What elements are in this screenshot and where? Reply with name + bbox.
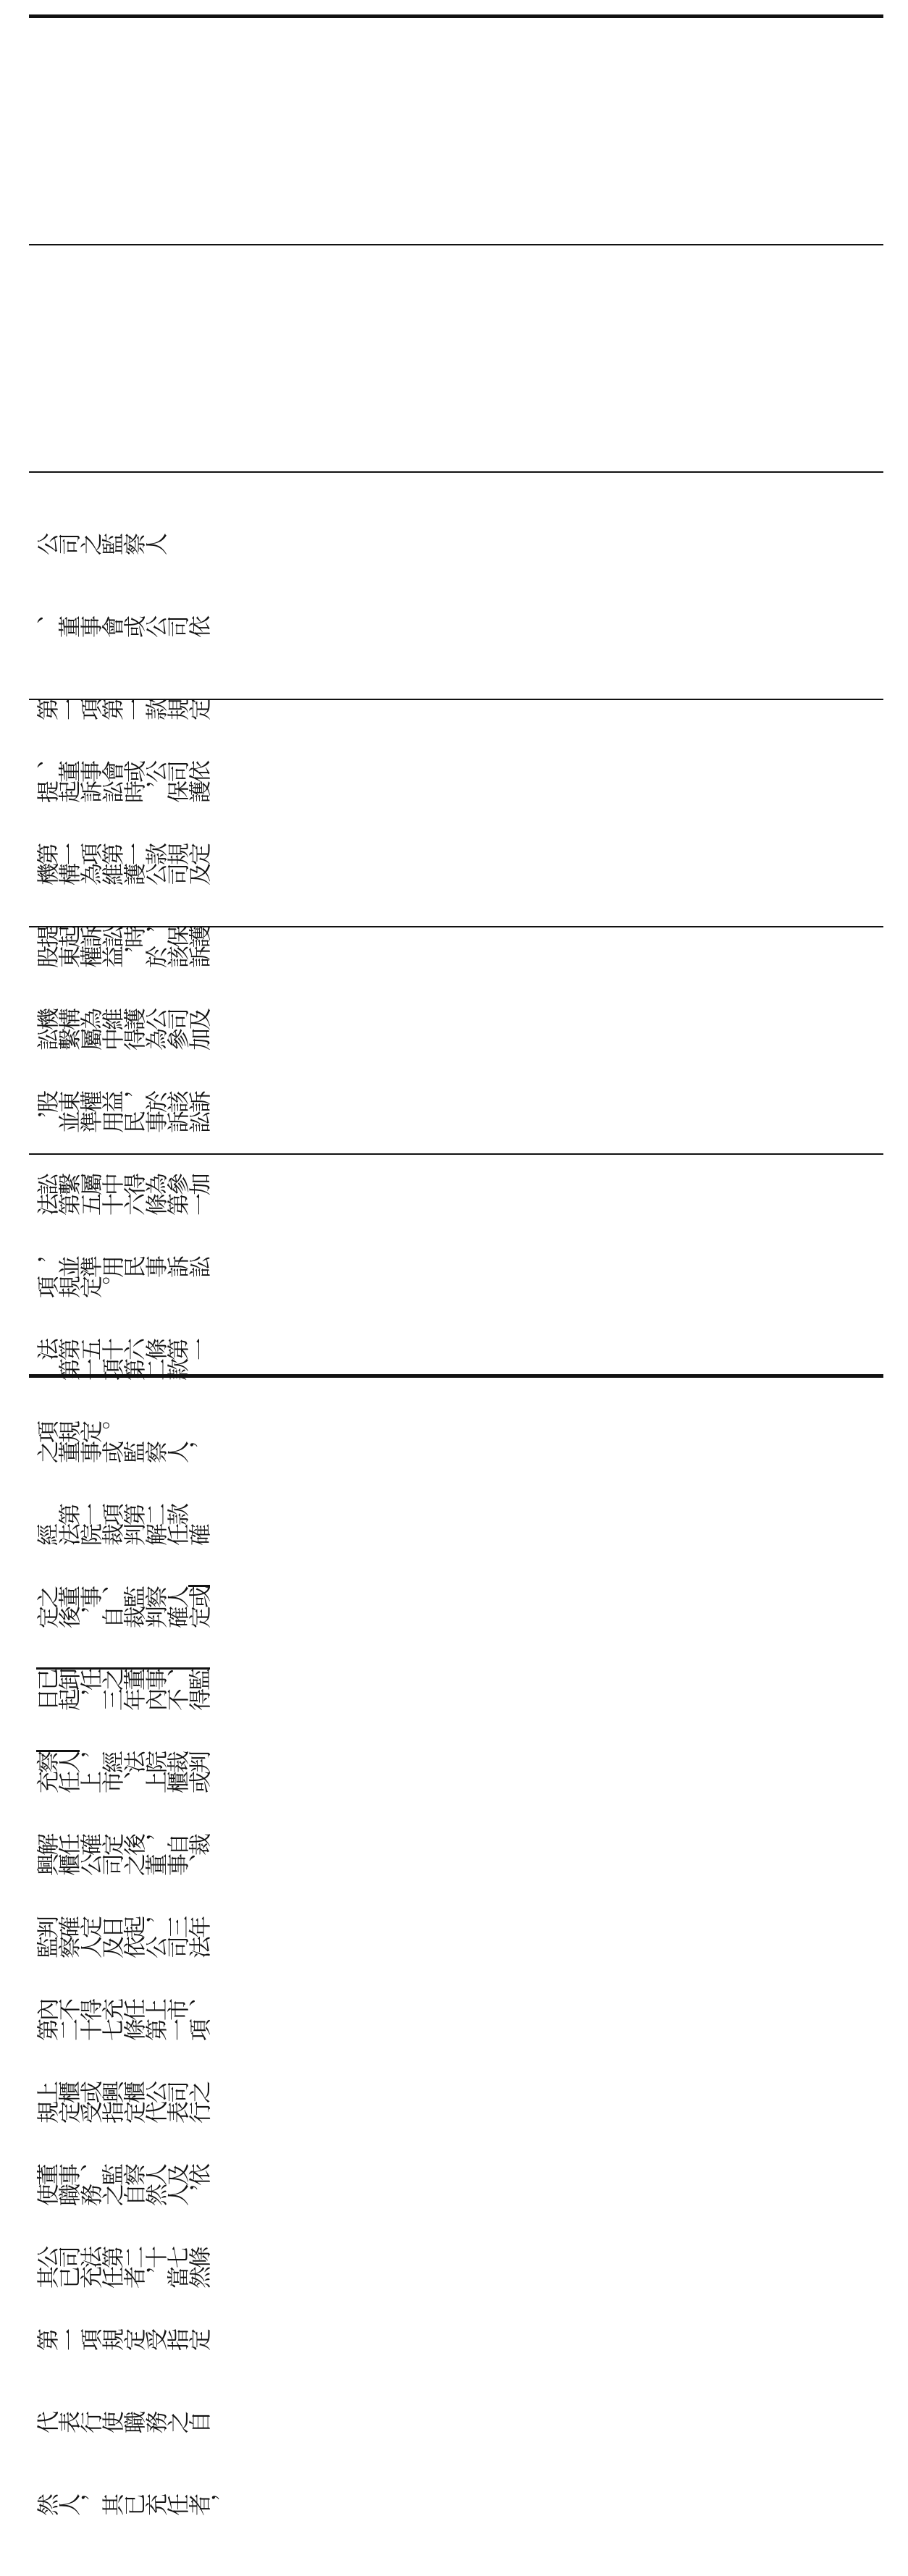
amendment-underline: 察人 (36, 1751, 80, 1777)
text-line: 第一項規定受指定 (36, 2329, 210, 2355)
text-line (36, 1668, 876, 1696)
text-line: ，並準用民事訴訟 (36, 1111, 210, 1137)
text-line: 提起訴訟時，保護 (36, 926, 210, 952)
text-line: 項規定。 (36, 1276, 123, 1302)
text-line: 然人，其已充任者， (36, 2494, 232, 2520)
text-line: 充任上市、上櫃或 (36, 1772, 210, 1798)
text-line: 法第五十六條第一 (36, 1339, 210, 1365)
text-line: 內不得充任上市、 (36, 1999, 210, 2025)
text-line: 第二十七條第一項 (36, 2019, 210, 2045)
table-rule (29, 244, 883, 245)
text-line: 代表行使職務之自 (36, 2412, 210, 2438)
text-line: 之董事、監察人或 (36, 1586, 210, 1612)
text-line: 第一項第二款 (36, 1359, 188, 1385)
text-line: 股東權益，於該訴 (36, 1091, 210, 1117)
text-line: 、董事會或公司依 (36, 616, 210, 642)
text-line: 第一項第一款規定 (36, 843, 210, 870)
text-line: ，並準用民事訴訟 (36, 1256, 210, 1282)
text-line: 提起訴訟時，保護 (36, 781, 210, 807)
text-line: 上櫃或興櫃公司之 (36, 2082, 210, 2108)
text-line: 之董事或監察人， (36, 1441, 210, 1468)
amendment-underline: 已卸任之董事、監 (36, 1669, 210, 1695)
text-line: 訟繫屬中得為參加 (36, 1029, 210, 1055)
text-line: 公司法第二十七條 (36, 2247, 210, 2273)
text-line: 項規定。 (36, 1421, 123, 1447)
text-line: 股東權益，於該訴 (36, 946, 210, 972)
text-line: 興櫃公司之董事、 (36, 1854, 210, 1880)
text-line: 其已充任者，當然 (36, 2267, 210, 2293)
table-rule (29, 471, 883, 473)
text-line: 經法院裁判解任確 (36, 1524, 210, 1550)
text-line: 日起，三年內不得 (36, 1689, 210, 1715)
text-line: 察人，經法院裁判 (36, 1751, 210, 1777)
amendment-underline: 或 (188, 1586, 210, 1612)
empty-table-cell (36, 19, 876, 243)
text-line: 機構為維護公司及 (36, 864, 210, 890)
text-line: 法第五十六條第一 (36, 1194, 210, 1220)
text-line: 解任確定後，自裁 (36, 1834, 210, 1860)
text-line: 判確定日起，三年 (36, 1916, 210, 1942)
empty-table-cell (36, 246, 876, 471)
text-line: 使職務之自然人， (36, 2184, 210, 2210)
text-line: 監察人及依公司法 (36, 1937, 210, 1963)
text-line: 第一項第一款規定 (36, 699, 210, 725)
table-rule-top (29, 14, 883, 18)
text-line: 第一項第二款 (36, 1504, 188, 1530)
text-line: 定後，自裁判確定 (36, 1607, 210, 1633)
text-line: 訟繫屬中得為參加 (36, 1174, 210, 1200)
text-line: 董事、監察人及依 (36, 2164, 210, 2190)
text-line: 機構為維護公司及 (36, 1009, 210, 1035)
provision-text-amended (36, 705, 876, 2576)
text-line: 公司之監察人 (36, 534, 167, 560)
text-line: 規定受指定代表行 (36, 2102, 210, 2128)
text-line: 、董事會或公司依 (36, 761, 210, 787)
